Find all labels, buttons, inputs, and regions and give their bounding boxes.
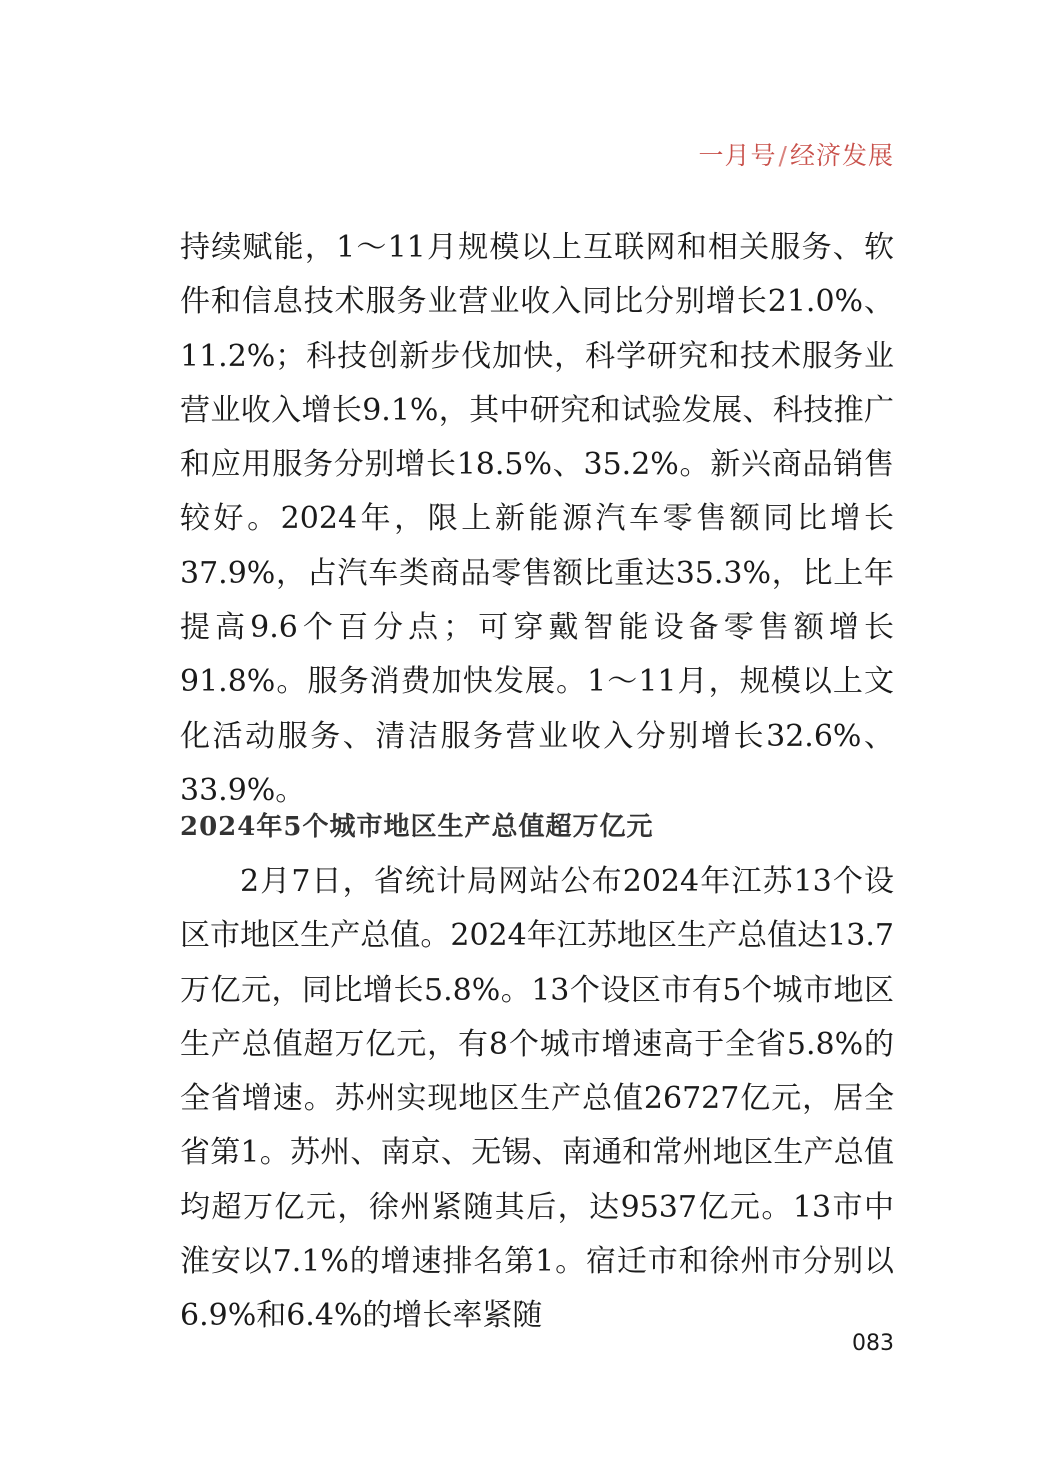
- running-header: [699, 136, 894, 172]
- section-heading: 2024年5个城市地区生产总值超万亿元: [180, 812, 654, 842]
- header-separator: /: [778, 141, 788, 170]
- issue-label: 一月号: [698, 141, 777, 170]
- paragraph-gdp: 2月7日，省统计局网站公布2024年江苏13个设区市地区生产总值。2024年江苏地区生产总值达13.7万亿元，同比增长5.8%。13个设区市有5个城市地区生产总值超万亿元，有8个城市增速高于全省5.8%的全省增速。苏州实现地区生产总值26727亿元，居全省第1。苏州、南京、无锡、南通和常州地区生产总值均超万亿元，徐州紧随其后，达9537亿元。13市中淮安以7.1%的增速排名第1。宿迁市和徐州市分别以6.9%和6.4%的增长率紧随: [180, 864, 894, 1334]
- section-label: 经济发展: [789, 141, 894, 170]
- paragraph-continued: 持续赋能，1～11月规模以上互联网和相关服务、软件和信息技术服务业营业收入同比分别增长21.0%、11.2%；科技创新步伐加快，科学研究和技术服务业营业收入增长9.1%，其中研究和试验发展、科技推广和应用服务分别增长18.5%、35.2%。新兴商品销售较好。2024年，限上新能源汽车零售额同比增长37.9%，占汽车类商品零售额比重达35.3%，比上年提高9.6个百分点；可穿戴智能设备零售额增长91.8%。服务消费加快发展。1～11月，规模以上文化活动服务、清洁服务营业收入分别增长32.6%、33.9%。: [180, 230, 894, 808]
- page-number: 083: [852, 1331, 894, 1356]
